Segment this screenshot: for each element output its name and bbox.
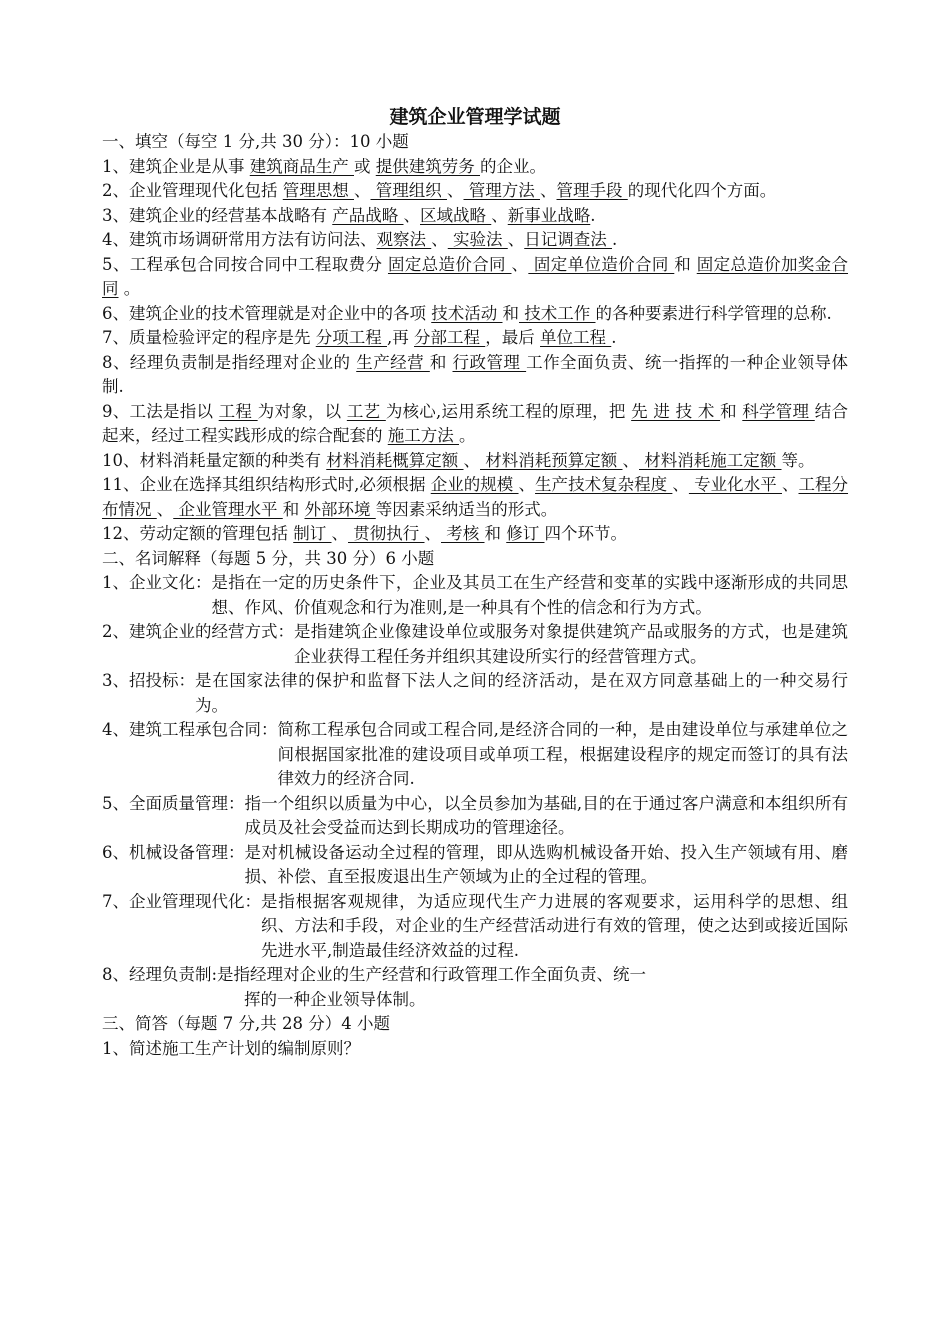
question-11: 11、企业在选择其组织结构形式时,必须根据 企业的规模 、生产技术复杂程度 、 专业化水平 、工程分布情况 、 企业管理水平 和 外部环境 等因素采纳适当的形式。 (102, 475, 849, 519)
question-4: 4、建筑市场调研常用方法有访问法、观察法 、 实验法 、日记调查法 . (102, 230, 618, 249)
definition-term: 1、企业文化： (102, 573, 212, 592)
question-1: 1、建筑企业是从事 建筑商品生产 或 提供建筑劳务 的企业。 (102, 156, 546, 176)
question-12: 12、劳动定额的管理包括 制订 、 贯彻执行 、 考核 和 修订 四个环节。 (102, 524, 627, 543)
exam-document (102, 104, 848, 1061)
definition-body: 是指在一定的历史条件下，企业及其员工在生产经营和变革的实践中逐渐形成的共同思想、作风、价值观念和行为准则,是一种具有个性的信念和行为方式。 (211, 573, 848, 617)
question-5: 5、工程承包合同按合同中工程取费分 固定总造价合同 、 固定单位造价合同 和 固定总造价加奖金合同 。 (102, 254, 849, 298)
definition-item (102, 620, 848, 669)
definition-term: 4、建筑工程承包合同： (102, 720, 278, 739)
definition-item-8 (102, 963, 848, 1012)
definition-term: 6、机械设备管理： (102, 842, 245, 862)
question-2: 2、企业管理现代化包括 管理思想 、 管理组织 、 管理方法 、管理手段 的现代化四个方面。 (102, 181, 777, 200)
section-short-answer-heading: 三、简答（每题 7 分,共 28 分）4 小题 (102, 1014, 390, 1033)
document-title: 建筑企业管理学试题 (389, 106, 561, 128)
question-3: 3、建筑企业的经营基本战略有 产品战略 、区域战略 、新事业战略. (102, 205, 596, 225)
definition-body: 是在国家法律的保护和监督下法人之间的经济活动，是在双方同意基础上的一种交易行为。 (195, 671, 848, 715)
definition-item (102, 669, 848, 718)
section-fill-blank-heading: 一、填空（每空 1 分,共 30 分）：10 小题 (102, 132, 409, 151)
question-8: 8、经理负责制是指经理对企业的 生产经营 和 行政管理 工作全面负责、统一指挥的一种企业领导体制. (102, 352, 849, 396)
definition-body: 是对机械设备运动全过程的管理，即从选购机械设备开始、投入生产领域有用、磨损、补偿、直至报废退出生产领域为止的全过程的管理。 (244, 842, 848, 886)
question-9: 9、工法是指以 工程 为对象，以 工艺 为核心,运用系统工程的原理，把 先 进 技 术 和 科学管理 结合起来，经过工程实践形成的综合配套的 施工方法 。 (102, 401, 848, 445)
definition-item (102, 571, 848, 620)
definition-body: 是指建筑企业像建设单位或服务对象提供建筑产品或服务的方式，也是建筑企业获得工程任务并组织其建设所实行的经营管理方式。 (294, 622, 848, 666)
section-definitions-heading: 二、名词解释（每题 5 分，共 30 分）6 小题 (102, 548, 435, 568)
question-6: 6、建筑企业的技术管理就是对企业中的各项 技术活动 和 技术工作 的各种要素进行科学管理的总称. (102, 303, 832, 323)
definition-item (102, 890, 848, 964)
definition-term: 7、企业管理现代化： (102, 891, 261, 911)
definition-body: 是指根据客观规律，为适应现代生产力进展的客观要求，运用科学的思想、组织、方法和手段，对企业的生产经营活动进行有效的管理，使之达到或接近国际先进水平,制造最佳经济效益的过程. (261, 891, 848, 960)
definition-item (102, 718, 848, 792)
definition-term: 3、招投标： (102, 671, 195, 690)
definition-term: 5、全面质量管理： (102, 793, 245, 813)
definition-body: 指一个组织以质量为中心，以全员参加为基础,目的在于通过客户满意和本组织所有成员及社会受益而达到长期成功的管理途径。 (244, 793, 848, 837)
definition-8-line2: 挥的一种企业领导体制。 (244, 989, 426, 1009)
definition-term: 2、建筑企业的经营方式： (102, 622, 294, 641)
question-7: 7、质量检验评定的程序是先 分项工程 ,再 分部工程 ，最后 单位工程 . (102, 328, 617, 347)
short-answer-question-1: 1、简述施工生产计划的编制原则？ (102, 1038, 360, 1058)
definition-item (102, 792, 848, 841)
definition-body: 简称工程承包合同或工程合同,是经济合同的一种，是由建设单位与承建单位之间根据国家批准的建设项目或单项工程，根据建设程序的规定而签订的具有法律效力的经济合同. (277, 720, 848, 788)
question-10: 10、材料消耗量定额的种类有 材料消耗概算定额 、 材料消耗预算定额 、 材料消耗施工定额 等。 (102, 450, 815, 470)
definition-item (102, 841, 848, 890)
definition-8-line1: 8、经理负责制:是指经理对企业的生产经营和行政管理工作全面负责、统一 (102, 965, 647, 984)
